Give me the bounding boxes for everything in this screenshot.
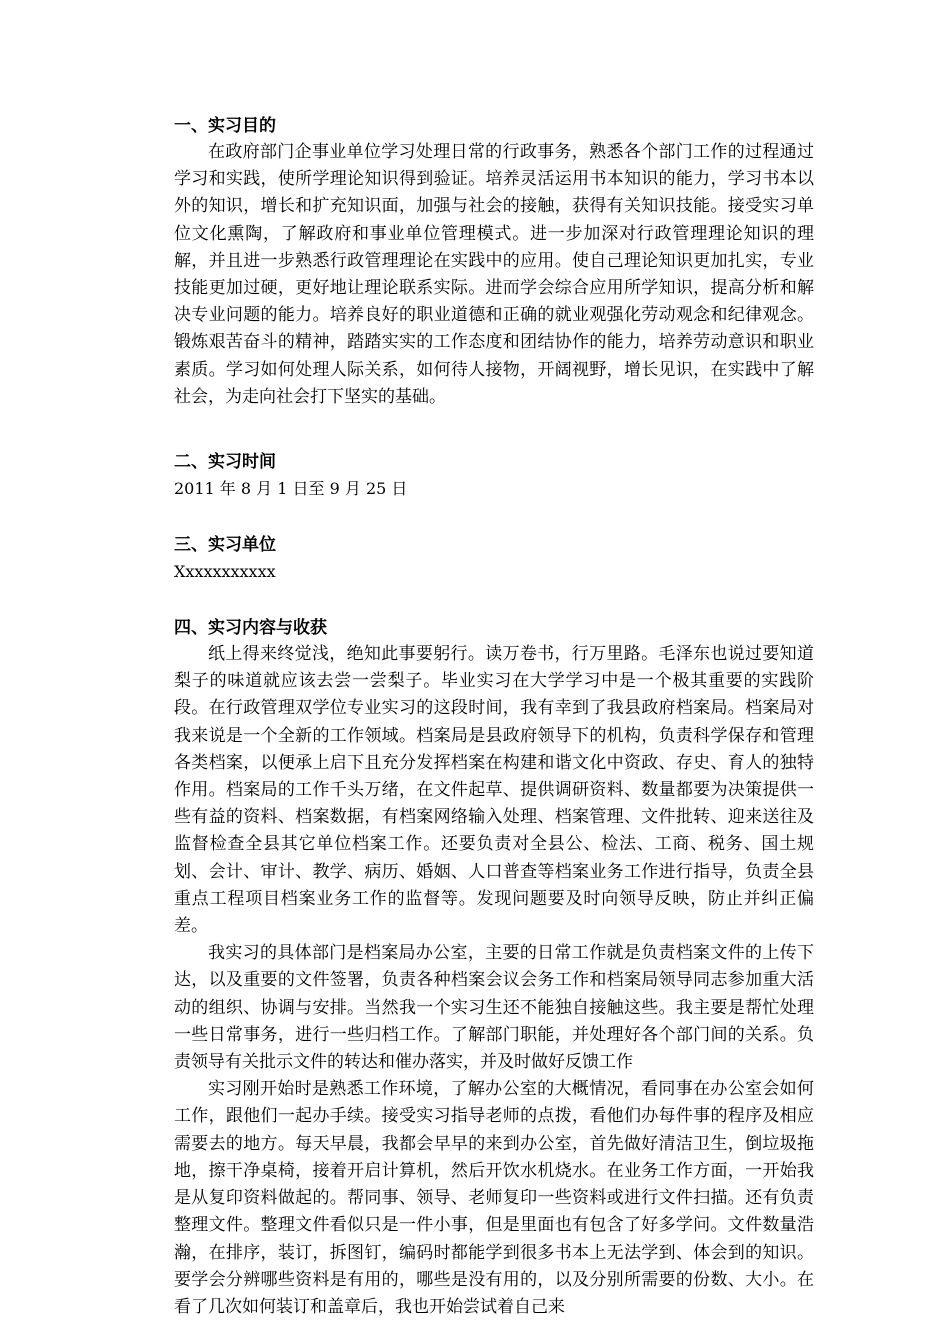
paragraph-content-1: 纸上得来终觉浅，绝知此事要躬行。读万卷书，行万里路。毛泽东也说过要知道梨子的味道就应该去尝一尝梨子。毕业实习在大学学习中是一个极其重要的实践阶段。在行政管理双学位专业实习的这段时间，我有幸到了我县政府档案局。档案局对我来说是一个全新的工作领域。档案局是县政府领导下的机构，负责科学保存和管理各类档案，以便承上启下且充分发挥档案在构建和谐文化中资政、存史、育人的独特作用。档案局的工作千头万绪，在文件起草、提供调研资料、数量都要为决策提供一些有益的资料、档案数据，有档案网络输入处理、档案管理、文件批转、迎来送往及监督检查全县其它单位档案工作。还要负责对全县公、检法、工商、税务、国土规划、会计、审计、教学、病历、婚姻、人口普查等档案业务工作进行指导，负责全县重点工程项目档案业务工作的监督等。发现问题要及时向领导反映，防止并纠正偏差。 [174,644,814,937]
paragraph-purpose: 在政府部门企事业单位学习处理日常的行政事务，熟悉各个部门工作的过程通过学习和实践，使所学理论知识得到验证。培养灵活运用书本知识的能力，学习书本以外的知识，增长和扩充知识面，加强与社会的接触，获得有关知识技能。接受实习单位文化熏陶，了解政府和事业单位管理模式。进一步加深对行政管理理论知识的理解，并且进一步熟悉行政管理理论在实践中的应用。使自己理论知识更加扎实，专业技能更加过硬，更好地让理论联系实际。进而学会综合应用所学知识，提高分析和解决专业问题的能力。培养良好的职业道德和正确的就业观强化劳动观念和纪律观念。锻炼艰苦奋斗的精神，踏踏实实的工作态度和团结协作的能力，培养劳动意识和职业素质。学习如何处理人际关系，如何待人接物，开阔视野，增长见识，在实践中了解社会，为走向社会打下坚实的基础。 [174,142,814,407]
section-heading-content: 四、实习内容与收获 [174,618,327,639]
internship-dates: 2011 年 8 月 1 日至 9 月 25 日 [174,479,408,499]
paragraph-content-3: 实习刚开始时是熟悉工作环境，了解办公室的大概情况，看同事在办公室会如何工作，跟他们一起办手续。接受实习指导老师的点拨，看他们办每件事的程序及相应需要去的地方。每天早晨，我都会早早的来到办公室，首先做好清洁卫生，倒垃圾拖地，擦干净桌椅，接着开启计算机，然后开饮水机烧水。在业务工作方面，一开始我是从复印资料做起的。帮同事、领导、老师复印一些资料或进行文件扫描。还有负责整理文件。整理文件看似只是一件小事，但是里面也有包含了好多学问。文件数量浩瀚，在排序，装订，拆图钉，编码时都能学到很多书本上无法学到、体会到的知识。要学会分辨哪些资料是有用的，哪些是没有用的，以及分别所需要的份数、大小。在看了几次如何装订和盖章后，我也开始尝试着自己来 [174,1079,814,1317]
section-heading-unit: 三、实习单位 [174,535,276,556]
internship-unit: Xxxxxxxxxxx [174,562,276,582]
section-heading-purpose: 一、实习目的 [174,116,276,136]
section-heading-time: 二、实习时间 [174,452,276,473]
document-page [174,113,814,1321]
paragraph-content-2: 我实习的具体部门是档案局办公室，主要的日常工作就是负责档案文件的上传下达，以及重要的文件签署，负责各种档案会议会务工作和档案局领导同志参加重大活动的组织、协调与安排。当然我一个实习生还不能独自接触这些。我主要是帮忙处理一些日常事务，进行一些归档工作。了解部门职能，并处理好各个部门间的关系。负责领导有关批示文件的转达和催办落实，并及时做好反馈工作 [174,943,814,1073]
